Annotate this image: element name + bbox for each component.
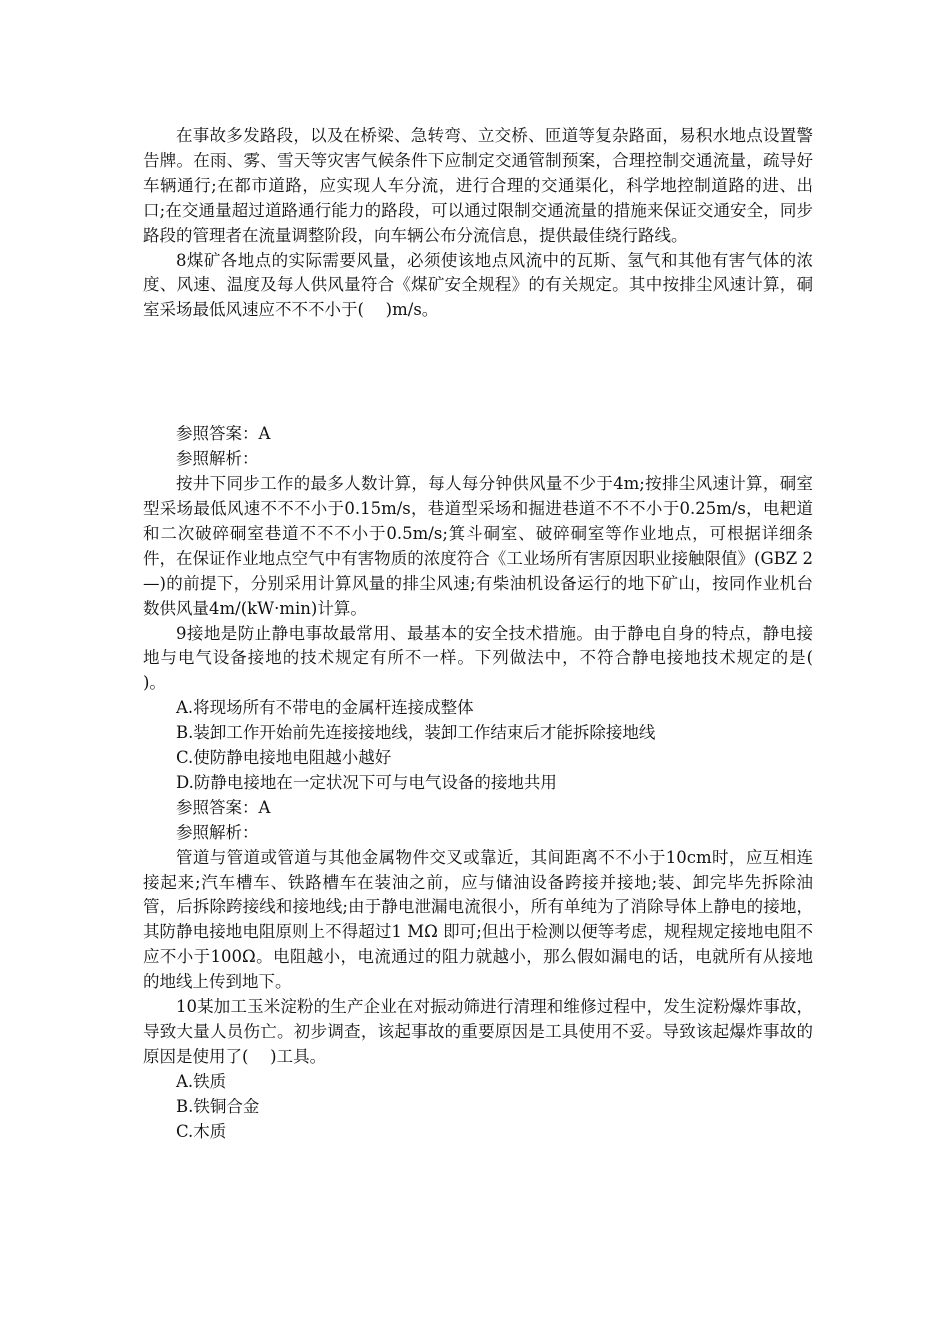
- intro-paragraph: 在事故多发路段，以及在桥梁、急转弯、立交桥、匝道等复杂路面，易积水地点设置警告牌。在雨、雾、雪天等灾害气候条件下应制定交通管制预案，合理控制交通流量，疏导好车辆通行;在都市道路，应实现人车分流，进行合理的交通渠化，科学地控制道路的进、出口;在交通量超过道路通行能力的路段，可以通过限制交通流量的措施来保证交通安全，同步路段的管理者在流量调整阶段，向车辆公布分流信息，提供最佳绕行路线。: [143, 126, 813, 245]
- question-8-answer: 参照答案：A: [176, 424, 271, 444]
- question-9-analysis: 管道与管道或管道与其他金属物件交叉或靠近，其间距离不不小于10cm时，应互相连接起来;汽车槽车、铁路槽车在装油之前，应与储油设备跨接并接地;装、卸完毕先拆除油管，后拆除跨接线和接地线;由于静电泄漏电流很小，所有单纯为了消除导体上静电的接地，其防静电接地电阻原则上不得超过1 MΩ 即可;但出于检测以便等考虑，规程规定接地电阻不应不小于100Ω。电阻越小，电流通过的阻力就越小，那么假如漏电的话，电就所有从接地的地线上传到地下。: [143, 847, 813, 992]
- question-9-answer: 参照答案：A: [176, 797, 271, 817]
- question-8-text: 8煤矿各地点的实际需要风量，必须使该地点风流中的瓦斯、氢气和其他有害气体的浓度、风速、温度及每人供风量符合《煤矿安全规程》的有关规定。其中按排尘风速计算，硐室采场最低风速应不不不小于( )m/s。: [143, 250, 813, 320]
- question-10-option-b: B.铁铜合金: [176, 1096, 260, 1116]
- question-9-option-a: A.将现场所有不带电的金属杆连接成整体: [176, 698, 474, 718]
- question-10-option-a: A.铁质: [176, 1071, 227, 1091]
- question-9-option-c: C.使防静电接地电阻越小越好: [176, 748, 392, 768]
- question-8-analysis-label: 参照解析：: [176, 449, 259, 469]
- question-9-analysis-label: 参照解析：: [176, 822, 259, 842]
- document-body: [143, 124, 835, 1145]
- question-9-option-d: D.防静电接地在一定状况下可与电气设备的接地共用: [176, 772, 557, 792]
- blank-space: [143, 323, 813, 422]
- question-9-text: 9接地是防止静电事故最常用、最基本的安全技术措施。由于静电自身的特点，静电接地与电气设备接地的技术规定有所不一样。下列做法中，不符合静电接地技术规定的是( )。: [143, 623, 835, 693]
- question-10-text: 10某加工玉米淀粉的生产企业在对振动筛进行清理和维修过程中，发生淀粉爆炸事故，导致大量人员伤亡。初步调查，该起事故的重要原因是工具使用不妥。导致该起爆炸事故的原因是使用了( )工具。: [143, 997, 813, 1066]
- question-9-option-b: B.装卸工作开始前先连接接地线，装卸工作结束后才能拆除接地线: [176, 723, 656, 743]
- question-8-analysis: 按井下同步工作的最多人数计算，每人每分钟供风量不少于4m;按排尘风速计算，硐室型采场最低风速不不不小于0.15m/s，巷道型采场和掘进巷道不不不小于0.25m/s，电耙道和二次破碎硐室巷道不不不小于0.5m/s;箕斗硐室、破碎硐室等作业地点，可根据详细条件，在保证作业地点空气中有害物质的浓度符合《工业场所有害原因职业接触限值》(GBZ 2—)的前提下，分别采用计算风量的排尘风速;有柴油机设备运行的地下矿山，按同作业机台数供风量4m/(kW·min)计算。: [143, 474, 813, 618]
- question-10-option-c: C.木质: [176, 1121, 227, 1141]
